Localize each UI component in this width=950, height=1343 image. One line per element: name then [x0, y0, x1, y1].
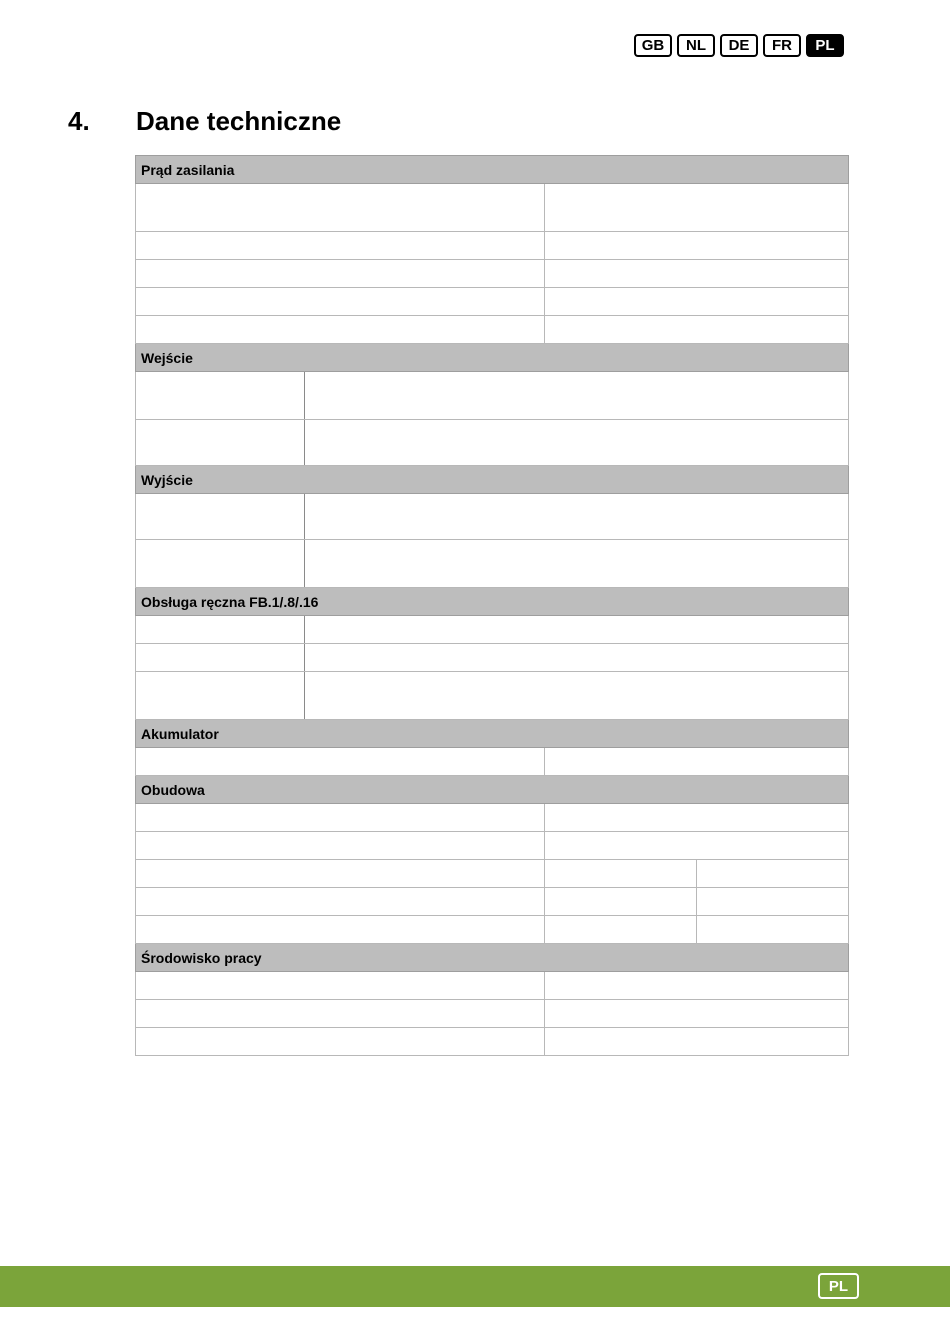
footer-language-badge: PL — [818, 1273, 859, 1299]
table-row — [136, 184, 849, 232]
table-row — [136, 1028, 849, 1056]
table-row — [136, 748, 849, 776]
table-cell — [305, 540, 849, 588]
table-cell — [136, 672, 305, 720]
table-row — [136, 644, 849, 672]
page-title: Dane techniczne — [136, 106, 342, 136]
table-row — [136, 860, 849, 888]
table-cell — [545, 184, 849, 232]
table-row — [136, 420, 849, 466]
table-cell — [545, 748, 849, 776]
table-cell — [136, 616, 305, 644]
lang-tab-gb[interactable]: GB — [634, 34, 672, 57]
table-row — [136, 372, 849, 420]
table-cell — [136, 888, 545, 916]
lang-tab-pl[interactable]: PL — [806, 34, 844, 57]
table-row — [136, 260, 849, 288]
table-cell — [136, 1028, 545, 1056]
table-row — [136, 804, 849, 832]
section-header-input: Wejście — [136, 344, 849, 372]
table-cell — [136, 804, 545, 832]
table-cell — [545, 1028, 849, 1056]
table-cell — [136, 288, 545, 316]
table-cell — [136, 372, 305, 420]
lang-tab-de[interactable]: DE — [720, 34, 758, 57]
section-header-power: Prąd zasilania — [136, 156, 849, 184]
section-number: 4. — [68, 106, 90, 136]
table-row — [136, 832, 849, 860]
table-cell — [697, 888, 849, 916]
table-row — [136, 616, 849, 644]
section-header-battery: Akumulator — [136, 720, 849, 748]
table-cell — [136, 748, 545, 776]
section-header-environment: Środowisko pracy — [136, 944, 849, 972]
table-cell — [136, 1000, 545, 1028]
section-header-housing: Obudowa — [136, 776, 849, 804]
table-cell — [136, 972, 545, 1000]
table-cell — [545, 888, 697, 916]
table-cell — [305, 494, 849, 540]
table-cell — [136, 184, 545, 232]
lang-tab-nl[interactable]: NL — [677, 34, 715, 57]
section-header-output: Wyjście — [136, 466, 849, 494]
table-row — [136, 316, 849, 344]
footer-band — [0, 1266, 950, 1307]
table-cell — [136, 260, 545, 288]
table-cell — [545, 232, 849, 260]
lang-tab-fr[interactable]: FR — [763, 34, 801, 57]
table-cell — [305, 616, 849, 644]
table-cell — [136, 420, 305, 466]
table-cell — [136, 316, 545, 344]
table-cell — [136, 232, 545, 260]
table-cell — [136, 916, 545, 944]
table-row — [136, 1000, 849, 1028]
table-row — [136, 972, 849, 1000]
table-cell — [136, 860, 545, 888]
table-row — [136, 916, 849, 944]
table-cell — [545, 804, 849, 832]
table-cell — [305, 672, 849, 720]
table-cell — [136, 494, 305, 540]
table-cell — [136, 832, 545, 860]
table-row — [136, 672, 849, 720]
table-cell — [305, 644, 849, 672]
table-cell — [545, 1000, 849, 1028]
table-cell — [545, 972, 849, 1000]
table-cell — [545, 288, 849, 316]
table-cell — [305, 420, 849, 466]
section-header-manual-operation: Obsługa ręczna FB.1/.8/.16 — [136, 588, 849, 616]
table-cell — [545, 316, 849, 344]
table-cell — [545, 260, 849, 288]
spec-table — [135, 155, 849, 1056]
table-row — [136, 288, 849, 316]
table-cell — [136, 540, 305, 588]
table-cell — [305, 372, 849, 420]
table-cell — [697, 916, 849, 944]
table-cell — [136, 644, 305, 672]
language-selector — [634, 34, 844, 57]
table-cell — [697, 860, 849, 888]
table-cell — [545, 916, 697, 944]
table-cell — [545, 832, 849, 860]
table-row — [136, 494, 849, 540]
table-cell — [545, 860, 697, 888]
table-row — [136, 232, 849, 260]
table-row — [136, 888, 849, 916]
table-row — [136, 540, 849, 588]
